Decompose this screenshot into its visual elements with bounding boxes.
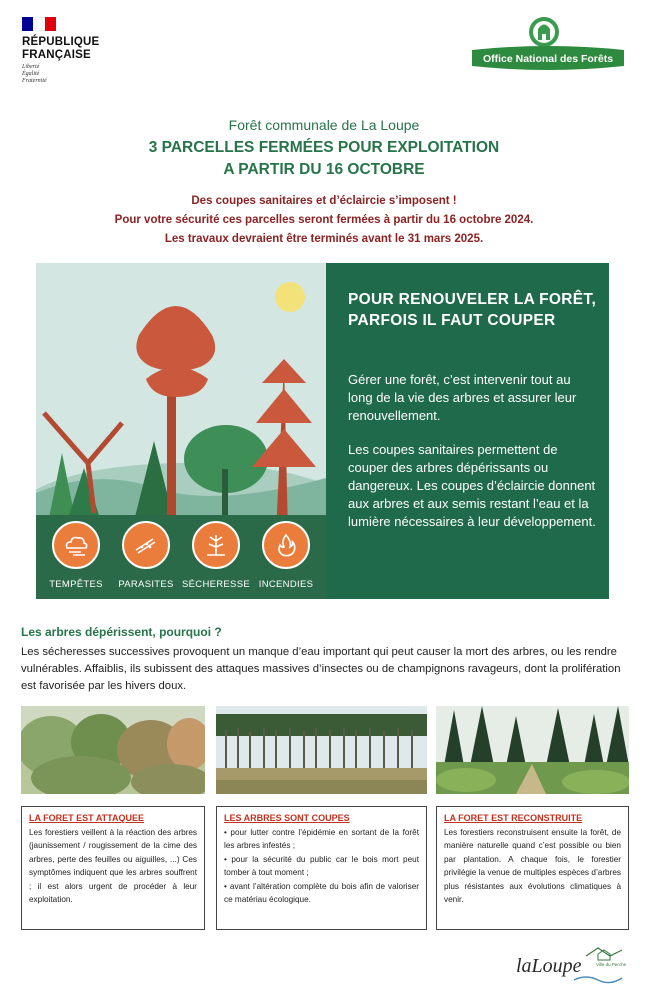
banner-paragraph: Les coupes sanitaires permettent de couper des arbres dépérissants ou dangereux. Les coupes d’éclaircie donnent aux arbres et aux semis restant l’eau et la lumière nécessaires à leur développement. bbox=[348, 442, 596, 529]
notice-line: Les travaux devraient être terminés avant le 31 mars 2025. bbox=[164, 233, 484, 245]
card-bullet: • avant l’altération complète du bois afin de valoriser ce matériau écologique. bbox=[224, 881, 419, 905]
sun-icon bbox=[275, 282, 305, 312]
banner-text bbox=[348, 371, 598, 547]
threat-label: PARASITES bbox=[118, 579, 174, 590]
main-title-line: 3 PARCELLES FERMÉES POUR EXPLOITATION bbox=[148, 139, 500, 156]
threat-label: INCENDIES bbox=[258, 579, 314, 590]
card-title: LA FORET EST ATTAQUEE bbox=[29, 813, 144, 823]
section-body: Les sécheresses successives provoquent un manque d’eau important qui peut causer la mort des arbres, ou les rendre vulnérables. Affaiblis, ils subissent des attaques massives d’insectes ou de champignons ravageurs, dont la prolifération est favorisée par les hivers doux. bbox=[21, 646, 621, 692]
closure-notice bbox=[0, 192, 648, 249]
card-title: LA FORET EST RECONSTRUITE bbox=[444, 813, 583, 823]
forest-illustration bbox=[36, 263, 326, 599]
town-logo-text: laLoupe bbox=[516, 955, 582, 977]
card-body: Les forestiers reconstruisent ensuite la forêt, de manière naturelle quand c’est possible ou bien par plantation. A chaque fois, le forestier privilégie la venue de multiples espèces d’arbres plus résistantes aux évolutions climatiques à venir. bbox=[444, 828, 621, 905]
photo-rebuilt-forest bbox=[436, 706, 629, 794]
banner-title: POUR RENOUVELER LA FORÊT, PARFOIS IL FAUT COUPER bbox=[348, 291, 597, 329]
fire-icon bbox=[262, 521, 310, 569]
storm-icon bbox=[52, 521, 100, 569]
french-flag-icon bbox=[22, 17, 56, 31]
motto-line: Égalité bbox=[22, 71, 40, 77]
forest-name: Forêt communale de La Loupe bbox=[228, 117, 420, 133]
card-forest-attacked bbox=[21, 806, 205, 930]
card-title: LES ARBRES SONT COUPES bbox=[224, 813, 350, 823]
section-title: Les arbres dépérissent, pourquoi ? bbox=[21, 625, 222, 639]
threat-label: SÉCHERESSE bbox=[182, 579, 250, 590]
card-trees-cut bbox=[216, 806, 427, 930]
la-loupe-logo bbox=[514, 942, 629, 988]
banner-text-panel bbox=[326, 263, 609, 599]
banner-paragraph: Gérer une forêt, c’est intervenir tout au long de la vie des arbres et assurer leur renouvellement. bbox=[348, 372, 577, 423]
motto-line: Fraternité bbox=[22, 78, 47, 84]
motto-line: Liberté bbox=[22, 64, 40, 70]
renewal-banner bbox=[36, 263, 609, 599]
photo-attacked-forest bbox=[21, 706, 205, 794]
drought-icon bbox=[192, 521, 240, 569]
card-bullet: • pour la sécurité du public car le bois mort peut tomber à tout moment ; bbox=[224, 854, 419, 878]
notice-line: Des coupes sanitaires et d’éclaircie s’imposent ! bbox=[191, 195, 457, 207]
card-forest-rebuilt bbox=[436, 806, 629, 930]
card-body: Les forestiers veillent à la réaction des arbres (jaunissement / rougissement de la cime des arbres, perte des feuilles ou aiguilles, ...) Ces symptômes indiquent que les arbres souffrent ; il est alors urgent de procéder à leur exploitation. bbox=[29, 828, 197, 905]
card-bullet: • pour lutter contre l’épidémie en sortant de la forêt les arbres infestés ; bbox=[224, 828, 419, 851]
threat-label: TEMPÊTES bbox=[49, 579, 103, 590]
republique-motto bbox=[22, 64, 47, 85]
main-title-line: A PARTIR DU 16 OCTOBRE bbox=[223, 161, 425, 178]
card-body bbox=[224, 826, 419, 906]
photo-cut-trees bbox=[216, 706, 427, 794]
rf-title-line: FRANÇAISE bbox=[22, 49, 91, 61]
parasite-icon bbox=[122, 521, 170, 569]
notice-line: Pour votre sécurité ces parcelles seront fermées à partir du 16 octobre 2024. bbox=[114, 214, 534, 226]
main-title bbox=[0, 137, 648, 181]
onf-logo bbox=[468, 16, 628, 76]
onf-name: Office National des Forêts bbox=[482, 53, 614, 65]
town-tagline: Ville du Perche bbox=[596, 962, 627, 967]
rf-title-line: RÉPUBLIQUE bbox=[22, 36, 100, 48]
republique-francaise-title bbox=[22, 36, 99, 62]
